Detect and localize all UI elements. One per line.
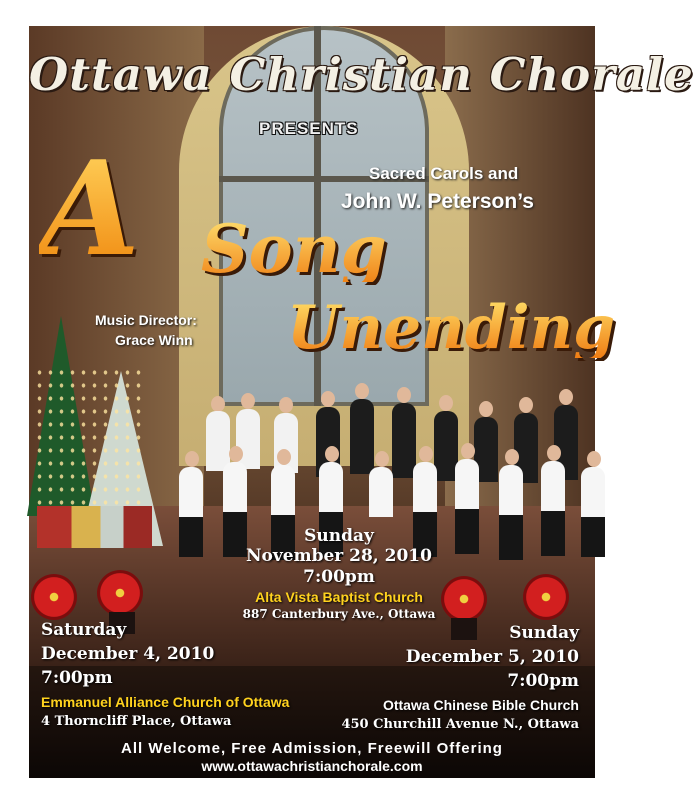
concert-day: Saturday: [41, 620, 127, 640]
tree-lights: [34, 366, 144, 526]
title-word-unending: Unending: [287, 293, 616, 363]
gift-boxes: [37, 506, 152, 548]
concert-3-details: [341, 621, 579, 735]
concert-address: 4 Thorncliff Place, Ottawa: [41, 714, 232, 729]
concert-address: 887 Canterbury Ave., Ottawa: [242, 607, 436, 621]
concert-2-details: [41, 618, 289, 732]
title-word-song: Song: [201, 210, 387, 288]
title-word-a: A: [39, 132, 140, 285]
concert-time: 7:00pm: [303, 567, 375, 587]
concert-poster: [29, 26, 694, 778]
concert-time: 7:00pm: [507, 671, 579, 691]
concert-1-details: [204, 526, 474, 622]
concert-day: Sunday: [304, 526, 374, 546]
concert-venue: Ottawa Chinese Bible Church: [382, 697, 579, 713]
music-director-name: Grace Winn: [115, 332, 193, 348]
concert-date: December 4, 2010: [41, 644, 215, 664]
subtitle-line-1: Sacred Carols and: [369, 164, 519, 183]
concert-date: December 5, 2010: [405, 647, 579, 667]
concert-venue: Alta Vista Baptist Church: [255, 589, 423, 605]
subtitle-line-2: John W. Peterson’s: [341, 190, 534, 213]
concert-address: 450 Churchill Avenue N., Ottawa: [341, 717, 579, 732]
poinsettia-right-2: [523, 574, 569, 620]
admission-note: All Welcome, Free Admission, Freewill Offering: [121, 740, 503, 757]
music-director-label: Music Director:: [95, 312, 197, 328]
concert-time: 7:00pm: [41, 668, 113, 688]
concert-venue: Emmanuel Alliance Church of Ottawa: [41, 694, 290, 710]
concert-date: November 28, 2010: [246, 546, 432, 566]
concert-day: Sunday: [509, 623, 579, 643]
presents-label: PRESENTS: [259, 119, 359, 138]
poinsettia-left-2: [97, 570, 143, 616]
poinsettia-left-1: [31, 574, 77, 620]
website-url: www.ottawachristianchorale.com: [201, 758, 423, 774]
choir-name-title: Ottawa Christian Chorale: [29, 48, 694, 101]
